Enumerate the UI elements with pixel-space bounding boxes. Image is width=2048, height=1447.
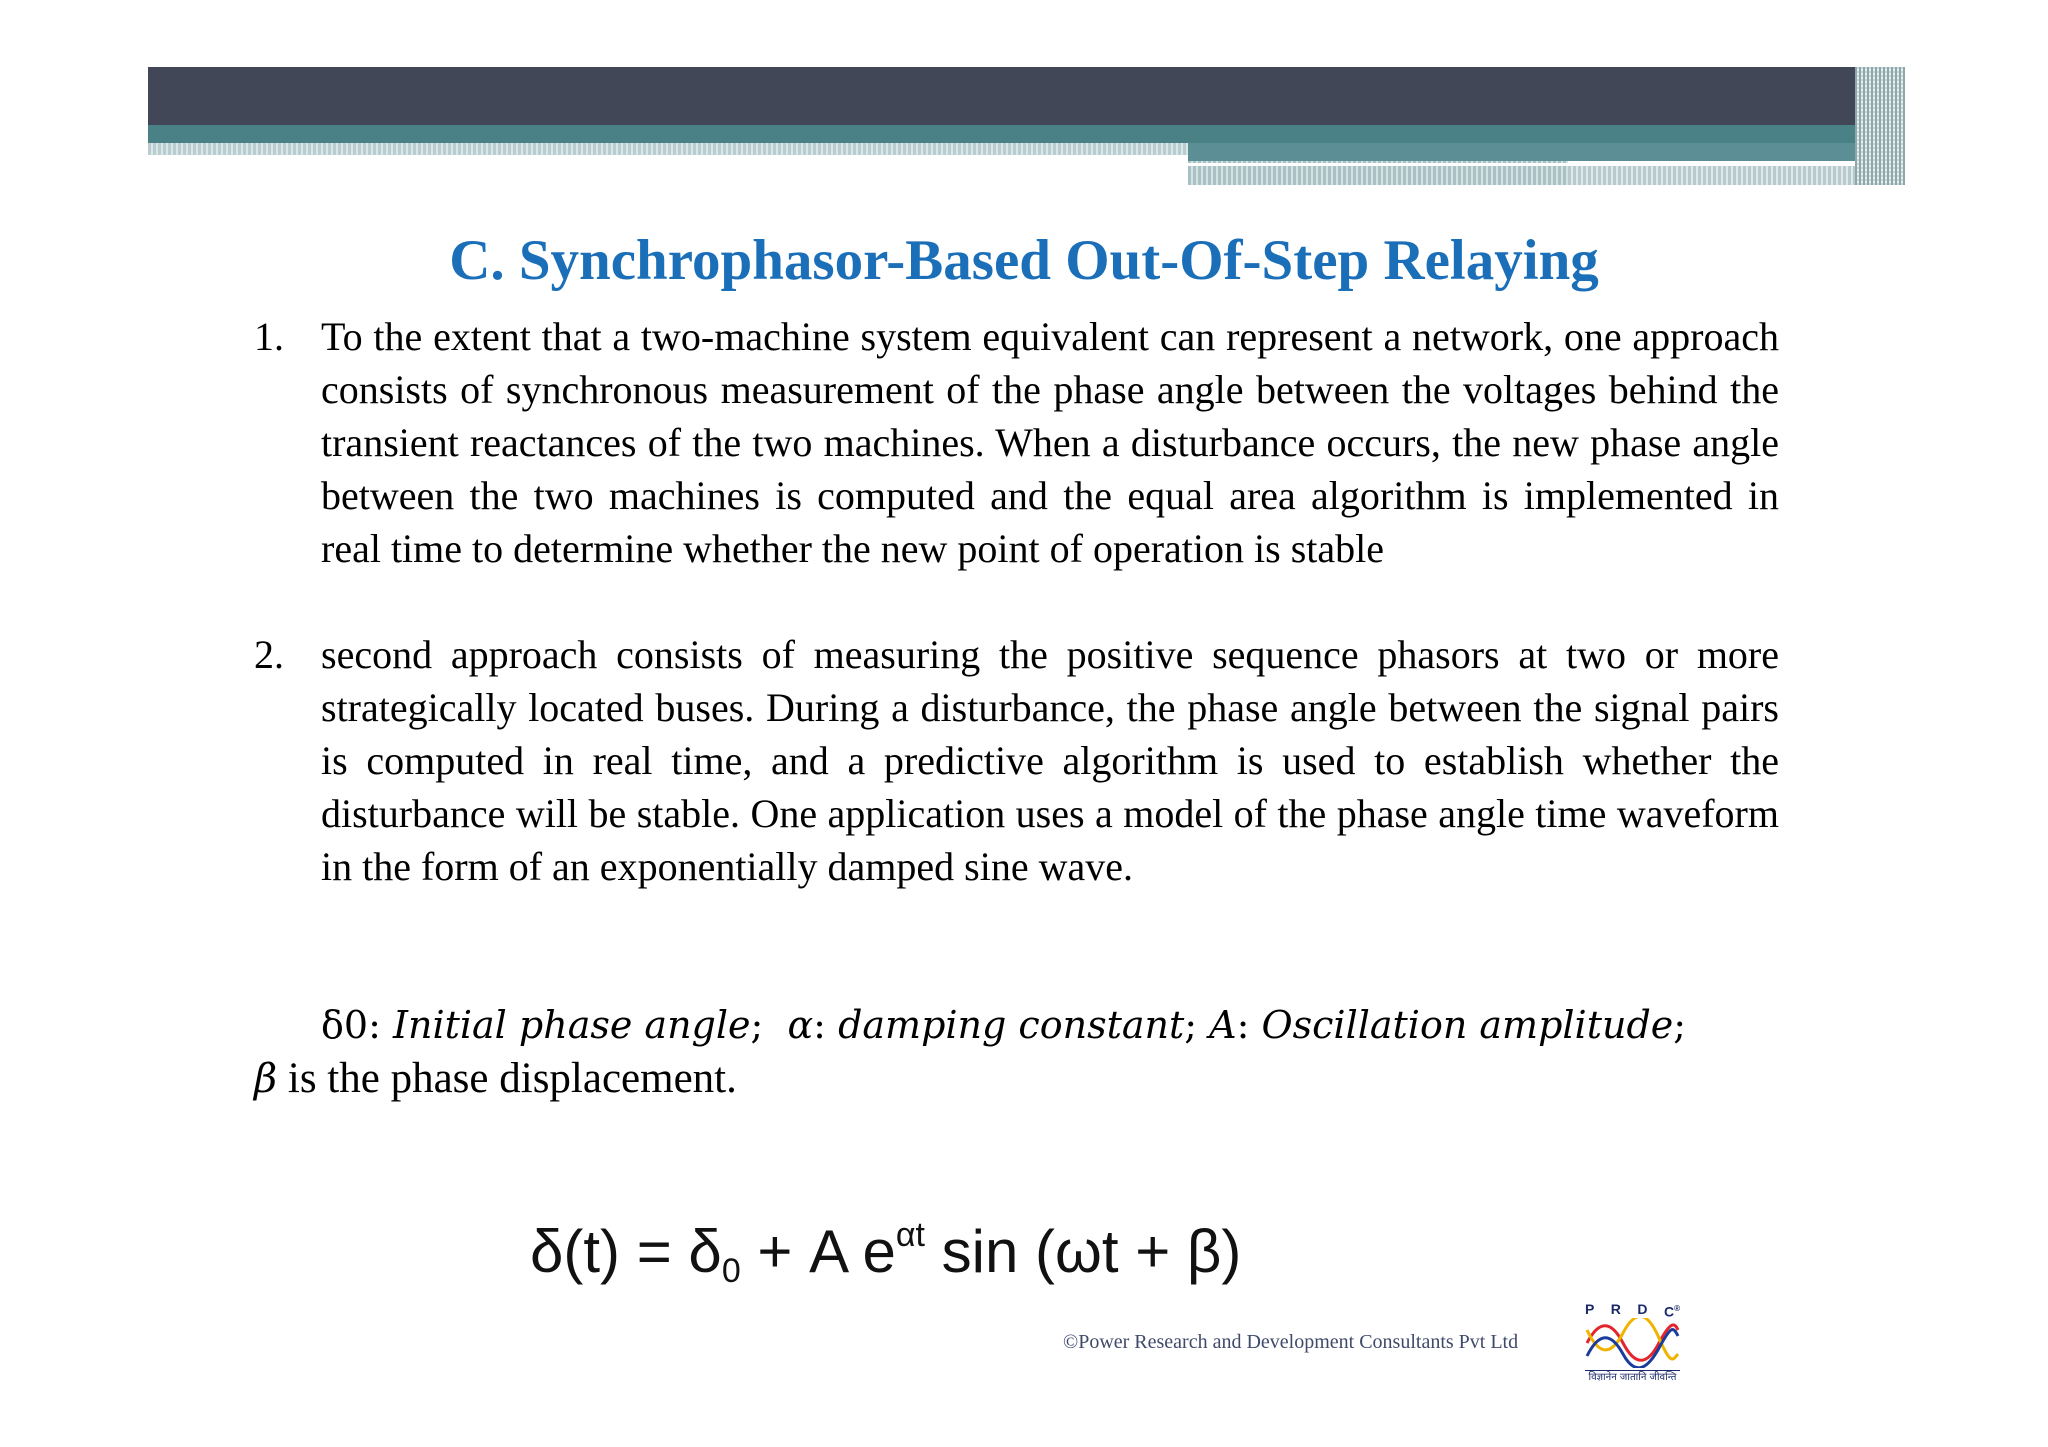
list-item [254,310,1779,575]
beta-definition-line [254,1052,737,1106]
variable-definitions: δ0: Initial phase angle; α: damping constant; A: Oscillation amplitude; [321,1003,1687,1047]
beta-symbol: β [254,1056,278,1102]
header-teal-bar [148,125,1860,143]
beta-definition: is the phase displacement. [287,1055,737,1102]
prdc-logo [1585,1300,1680,1390]
delta0-symbol: δ0 [321,1003,369,1047]
equation-lhs: δ(t) = δ [530,1218,722,1285]
list-item-number: 1. [254,314,284,359]
amplitude-symbol: A [1209,1003,1237,1047]
footer-copyright: ©Power Research and Development Consultants Pvt Ltd [1063,1331,1519,1353]
damped-sine-equation [530,1195,1241,1311]
header-grid-block [1855,67,1905,185]
header-pattern-strip [148,143,1188,155]
header-teal-extension [1188,143,1860,161]
alpha-definition: damping constant [838,1003,1185,1047]
logo-letter: P [1585,1301,1595,1317]
amplitude-definition: Oscillation amplitude [1261,1003,1674,1047]
logo-letter: D [1637,1301,1648,1317]
header-pattern-strip-end [1568,166,1858,185]
list-item-text: To the extent that a two-machine system equivalent can represent a network, one approach consists of synchronous measurement of the phase angle between the voltages behind the transient reactances of the two machines. When a disturbance occurs, the new phase angle between the two machines is computed and the equal area algorithm is implemented in real time to determine whether the new point of operation is stable [321,314,1779,571]
list-item-text: second approach consists of measuring the positive sequence phasors at two or more strategically located buses. During a disturbance, the phase angle between the signal pairs is computed in real time, and a predictive algorithm is used to establish whether the disturbance will be stable. One application uses a model of the phase angle time waveform in the form of an exponentially damped sine wave. [321,632,1779,889]
logo-letter: R [1610,1301,1621,1317]
alpha-symbol: α [787,1003,814,1047]
logo-tagline: विज्ञानेन जातानि जीवन्ति [1585,1370,1680,1385]
header-dark-bar [148,67,1860,125]
list-item-number: 2. [254,632,284,677]
equation-rhs: sin (ωt + β) [924,1218,1242,1285]
equation-exponent: αt [895,1216,925,1254]
equation-subscript: 0 [721,1252,741,1290]
header-white-line [1188,163,1778,166]
logo-wave-icon [1585,1318,1680,1368]
equation-middle: + A e [740,1218,896,1285]
delta0-definition: Initial phase angle [392,1003,751,1047]
logo-letter: C® [1663,1303,1680,1320]
list-item [254,628,1779,893]
numbered-list [254,310,1779,893]
slide-title: C. Synchrophasor-Based Out-Of-Step Relaying [449,229,1599,292]
